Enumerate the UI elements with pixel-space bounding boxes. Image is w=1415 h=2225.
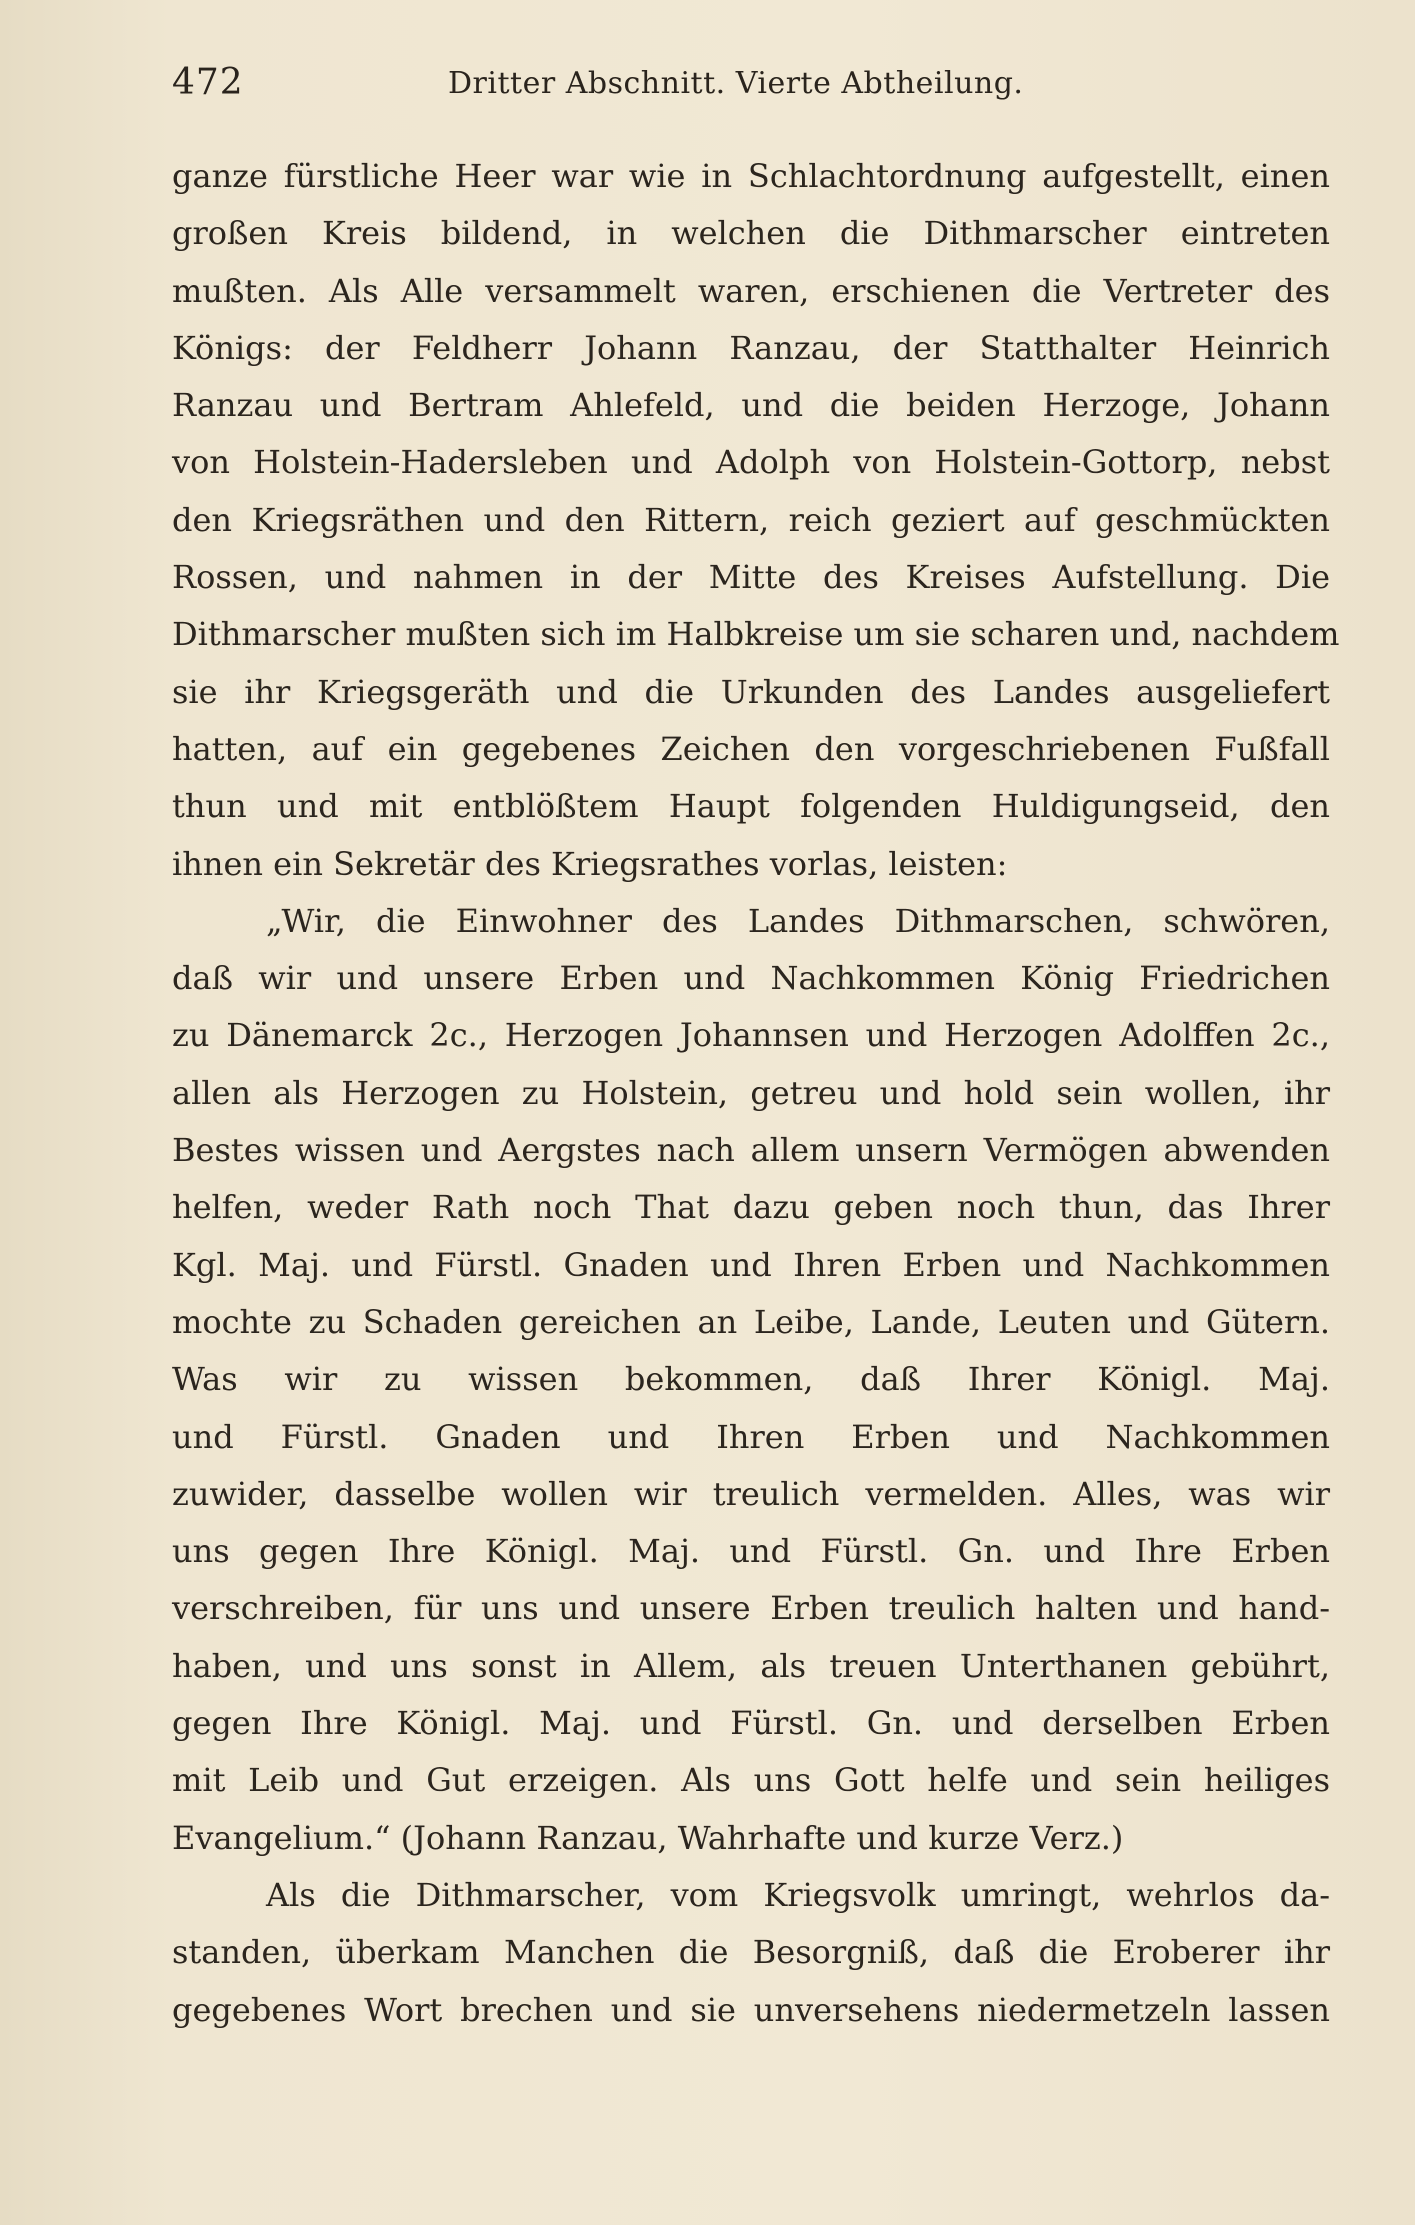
text-line: von Holstein-Hadersleben und Adolph von Holstein-Gottorp, nebst: [172, 443, 1330, 482]
text-line: großen Kreis bildend, in welchen die Dithmarscher eintreten: [172, 214, 1330, 253]
text-line: hatten, auf ein gegebenes Zeichen den vorgeschriebenen Fußfall: [172, 729, 1330, 768]
text-line: mußten. Als Alle versammelt waren, erschienen die Vertreter des: [172, 271, 1330, 310]
text-line: allen als Herzogen zu Holstein, getreu und hold sein wollen, ihr: [172, 1073, 1330, 1112]
text-line: mochte zu Schaden gereichen an Leibe, Lande, Leuten und Gütern.: [172, 1302, 1330, 1341]
body-text: [172, 148, 1340, 2039]
text-line: gegebenes Wort brechen und sie unversehens niedermetzeln lassen: [172, 1990, 1330, 2029]
text-line: Was wir zu wissen bekommen, daß Ihrer Königl. Maj.: [172, 1360, 1330, 1399]
text-line: Bestes wissen und Aergstes nach allem unsern Vermögen abwenden: [172, 1131, 1330, 1170]
text-line: daß wir und unsere Erben und Nachkommen König Friedrichen: [172, 959, 1330, 998]
running-head: Dritter Abschnitt. Vierte Abtheilung.: [448, 66, 1024, 101]
oath-first-line: „Wir, die Einwohner des Landes Dithmarschen, schwören,: [266, 901, 1330, 940]
text-line: verschreiben, für uns und unsere Erben treulich halten und hand-: [172, 1589, 1330, 1628]
text-line: ganze fürstliche Heer war wie in Schlachtordnung aufgestellt, einen: [172, 157, 1330, 195]
text-line: uns gegen Ihre Königl. Maj. und Fürstl. Gn. und Ihre Erben: [172, 1532, 1330, 1571]
text-line: und Fürstl. Gnaden und Ihren Erben und Nachkommen: [172, 1417, 1330, 1456]
text-line: Kgl. Maj. und Fürstl. Gnaden und Ihren Erben und Nachkommen: [172, 1245, 1330, 1284]
text-line: Dithmarscher mußten sich im Halbkreise um sie scharen und, nachdem: [172, 615, 1340, 654]
text-line: Rossen, und nahmen in der Mitte des Kreises Aufstellung. Die: [172, 558, 1330, 597]
page-header: [172, 62, 1332, 122]
text-line: Ranzau und Bertram Ahlefeld, und die beiden Herzoge, Johann: [172, 386, 1330, 425]
text-line: den Kriegsräthen und den Rittern, reich geziert auf geschmückten: [172, 500, 1330, 539]
text-line: sie ihr Kriegsgeräth und die Urkunden des Landes ausgeliefert: [172, 672, 1330, 711]
text-line: ihnen ein Sekretär des Kriegsrathes vorlas, leisten:: [172, 844, 1008, 883]
text-line: Evangelium.“ (Johann Ranzau, Wahrhafte und kurze Verz.): [172, 1818, 1124, 1857]
text-line: standen, überkam Manchen die Besorgniß, daß die Eroberer ihr: [172, 1933, 1330, 1972]
text-line: Königs: der Feldherr Johann Ranzau, der Statthalter Heinrich: [172, 328, 1330, 367]
text-line: thun und mit entblößtem Haupt folgenden Huldigungseid, den: [172, 787, 1330, 826]
page-number: 472: [172, 62, 244, 103]
text-line: gegen Ihre Königl. Maj. und Fürstl. Gn. und derselben Erben: [172, 1704, 1330, 1743]
text-line: zu Dänemarck 2c., Herzogen Johannsen und Herzogen Adolffen 2c.,: [172, 1016, 1330, 1055]
text-line: zuwider, dasselbe wollen wir treulich vermelden. Alles, was wir: [172, 1474, 1330, 1513]
text-line: helfen, weder Rath noch That dazu geben noch thun, das Ihrer: [172, 1188, 1330, 1227]
text-line: mit Leib und Gut erzeigen. Als uns Gott helfe und sein heiliges: [172, 1761, 1330, 1800]
paragraph-first-line: Als die Dithmarscher, vom Kriegsvolk umringt, wehrlos da-: [266, 1875, 1330, 1914]
text-line: haben, und uns sonst in Allem, als treuen Unterthanen gebührt,: [172, 1646, 1330, 1685]
